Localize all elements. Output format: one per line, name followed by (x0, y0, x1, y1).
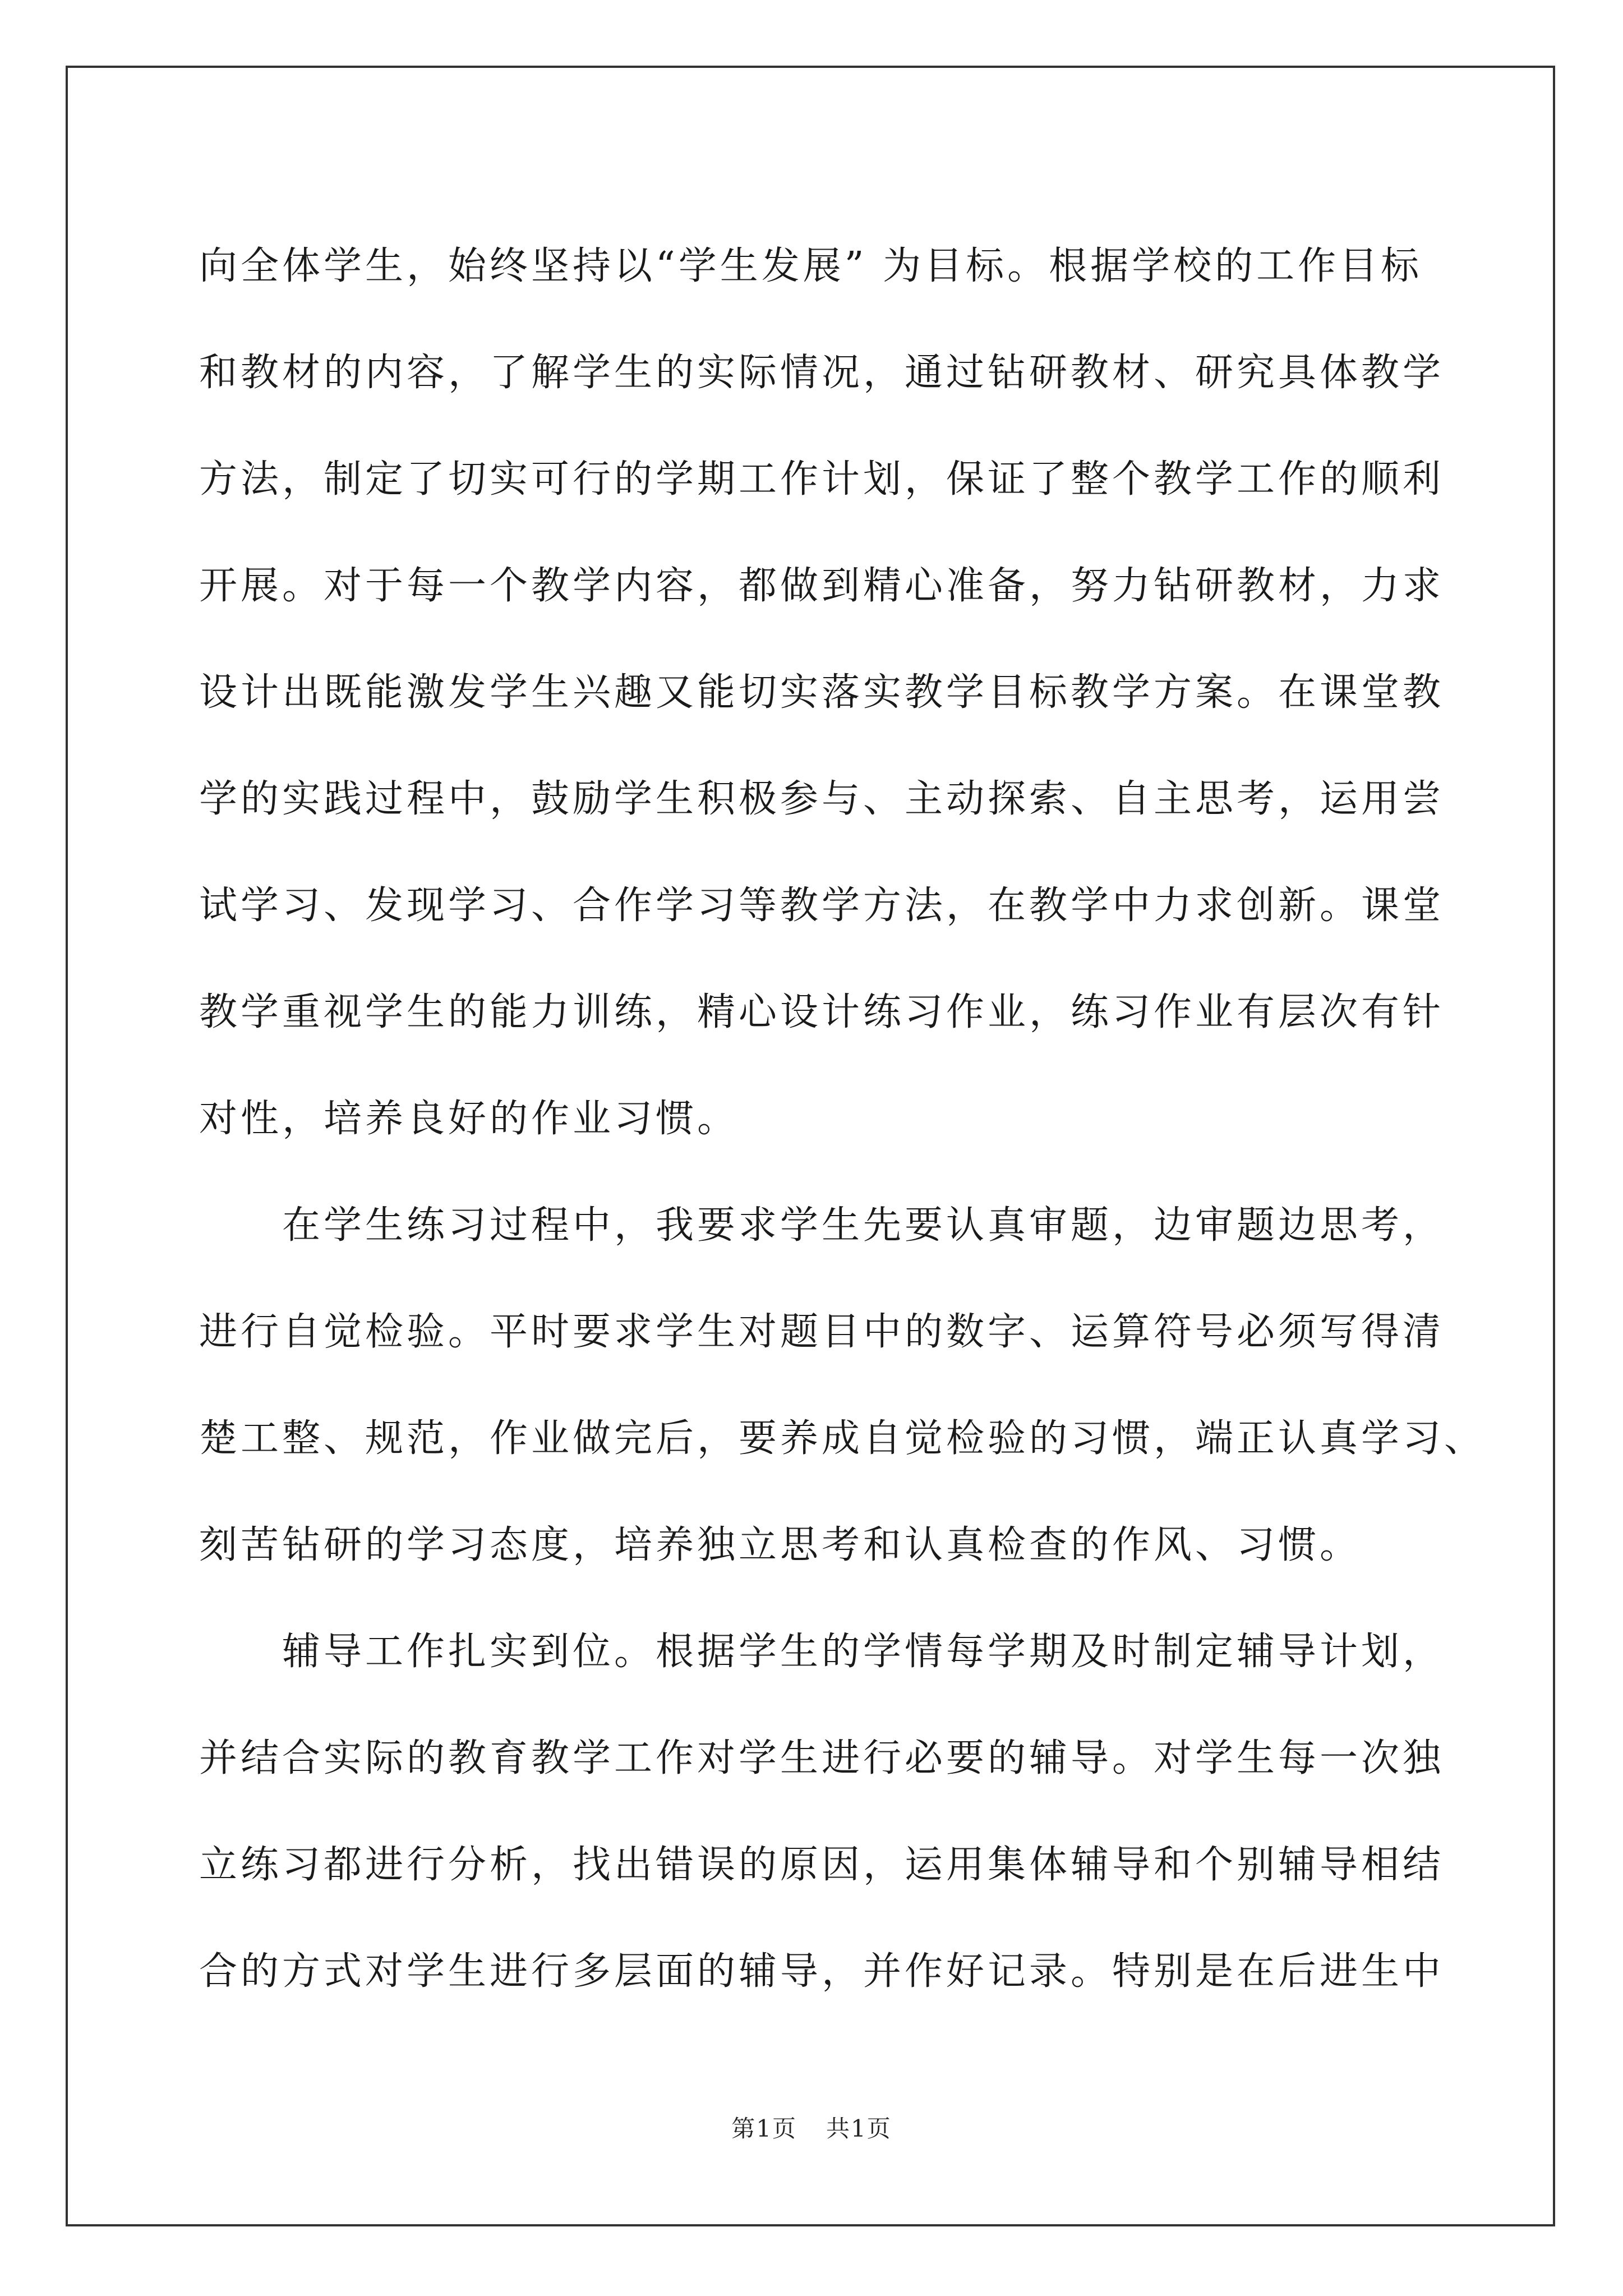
text-line: 刻苦钻研的学习态度，培养独立思考和认真检查的作风、习惯。 (199, 1523, 1362, 1567)
text-line: 方法，制定了切实可行的学期工作计划，保证了整个教学工作的顺利 (199, 457, 1445, 501)
paragraph-start-line: 在学生练习过程中，我要求学生先要认真审题，边审题边思考， (282, 1203, 1445, 1248)
page-number: 第1页 (731, 2115, 797, 2142)
text-line: 并结合实际的教育教学工作对学生进行必要的辅导。对学生每一次独 (199, 1736, 1445, 1780)
text-line: 向全体学生，始终坚持以“学生发展” 为目标。根据学校的工作目标 (199, 244, 1423, 288)
paragraph-start-line: 辅导工作扎实到位。根据学生的学情每学期及时制定辅导计划， (282, 1630, 1445, 1674)
text-line: 对性，培养良好的作业习惯。 (199, 1097, 739, 1141)
text-line: 合的方式对学生进行多层面的辅导，并作好记录。特别是在后进生中 (199, 1949, 1445, 1994)
text-line: 楚工整、规范，作业做完后，要养成自觉检验的习惯，端正认真学习、 (199, 1416, 1486, 1461)
text-line: 教学重视学生的能力训练，精心设计练习作业，练习作业有层次有针 (199, 990, 1445, 1034)
document-body (199, 213, 1486, 2025)
text-line: 立练习都进行分析，找出错误的原因，运用集体辅导和个别辅导相结 (199, 1843, 1445, 1887)
text-line: 和教材的内容，了解学生的实际情况，通过钻研教材、研究具体教学 (199, 351, 1445, 395)
text-line: 设计出既能激发学生兴趣又能切实落实教学目标教学方案。在课堂教 (199, 670, 1445, 715)
page-total: 共1页 (826, 2115, 892, 2142)
text-line: 学的实践过程中，鼓励学生积极参与、主动探索、自主思考，运用尝 (199, 777, 1445, 821)
page-footer (0, 2112, 1623, 2146)
text-line: 开展。对于每一个教学内容，都做到精心准备，努力钻研教材，力求 (199, 564, 1445, 608)
text-line: 试学习、发现学习、合作学习等教学方法，在教学中力求创新。课堂 (199, 884, 1445, 928)
text-line: 进行自觉检验。平时要求学生对题目中的数字、运算符号必须写得清 (199, 1310, 1445, 1354)
